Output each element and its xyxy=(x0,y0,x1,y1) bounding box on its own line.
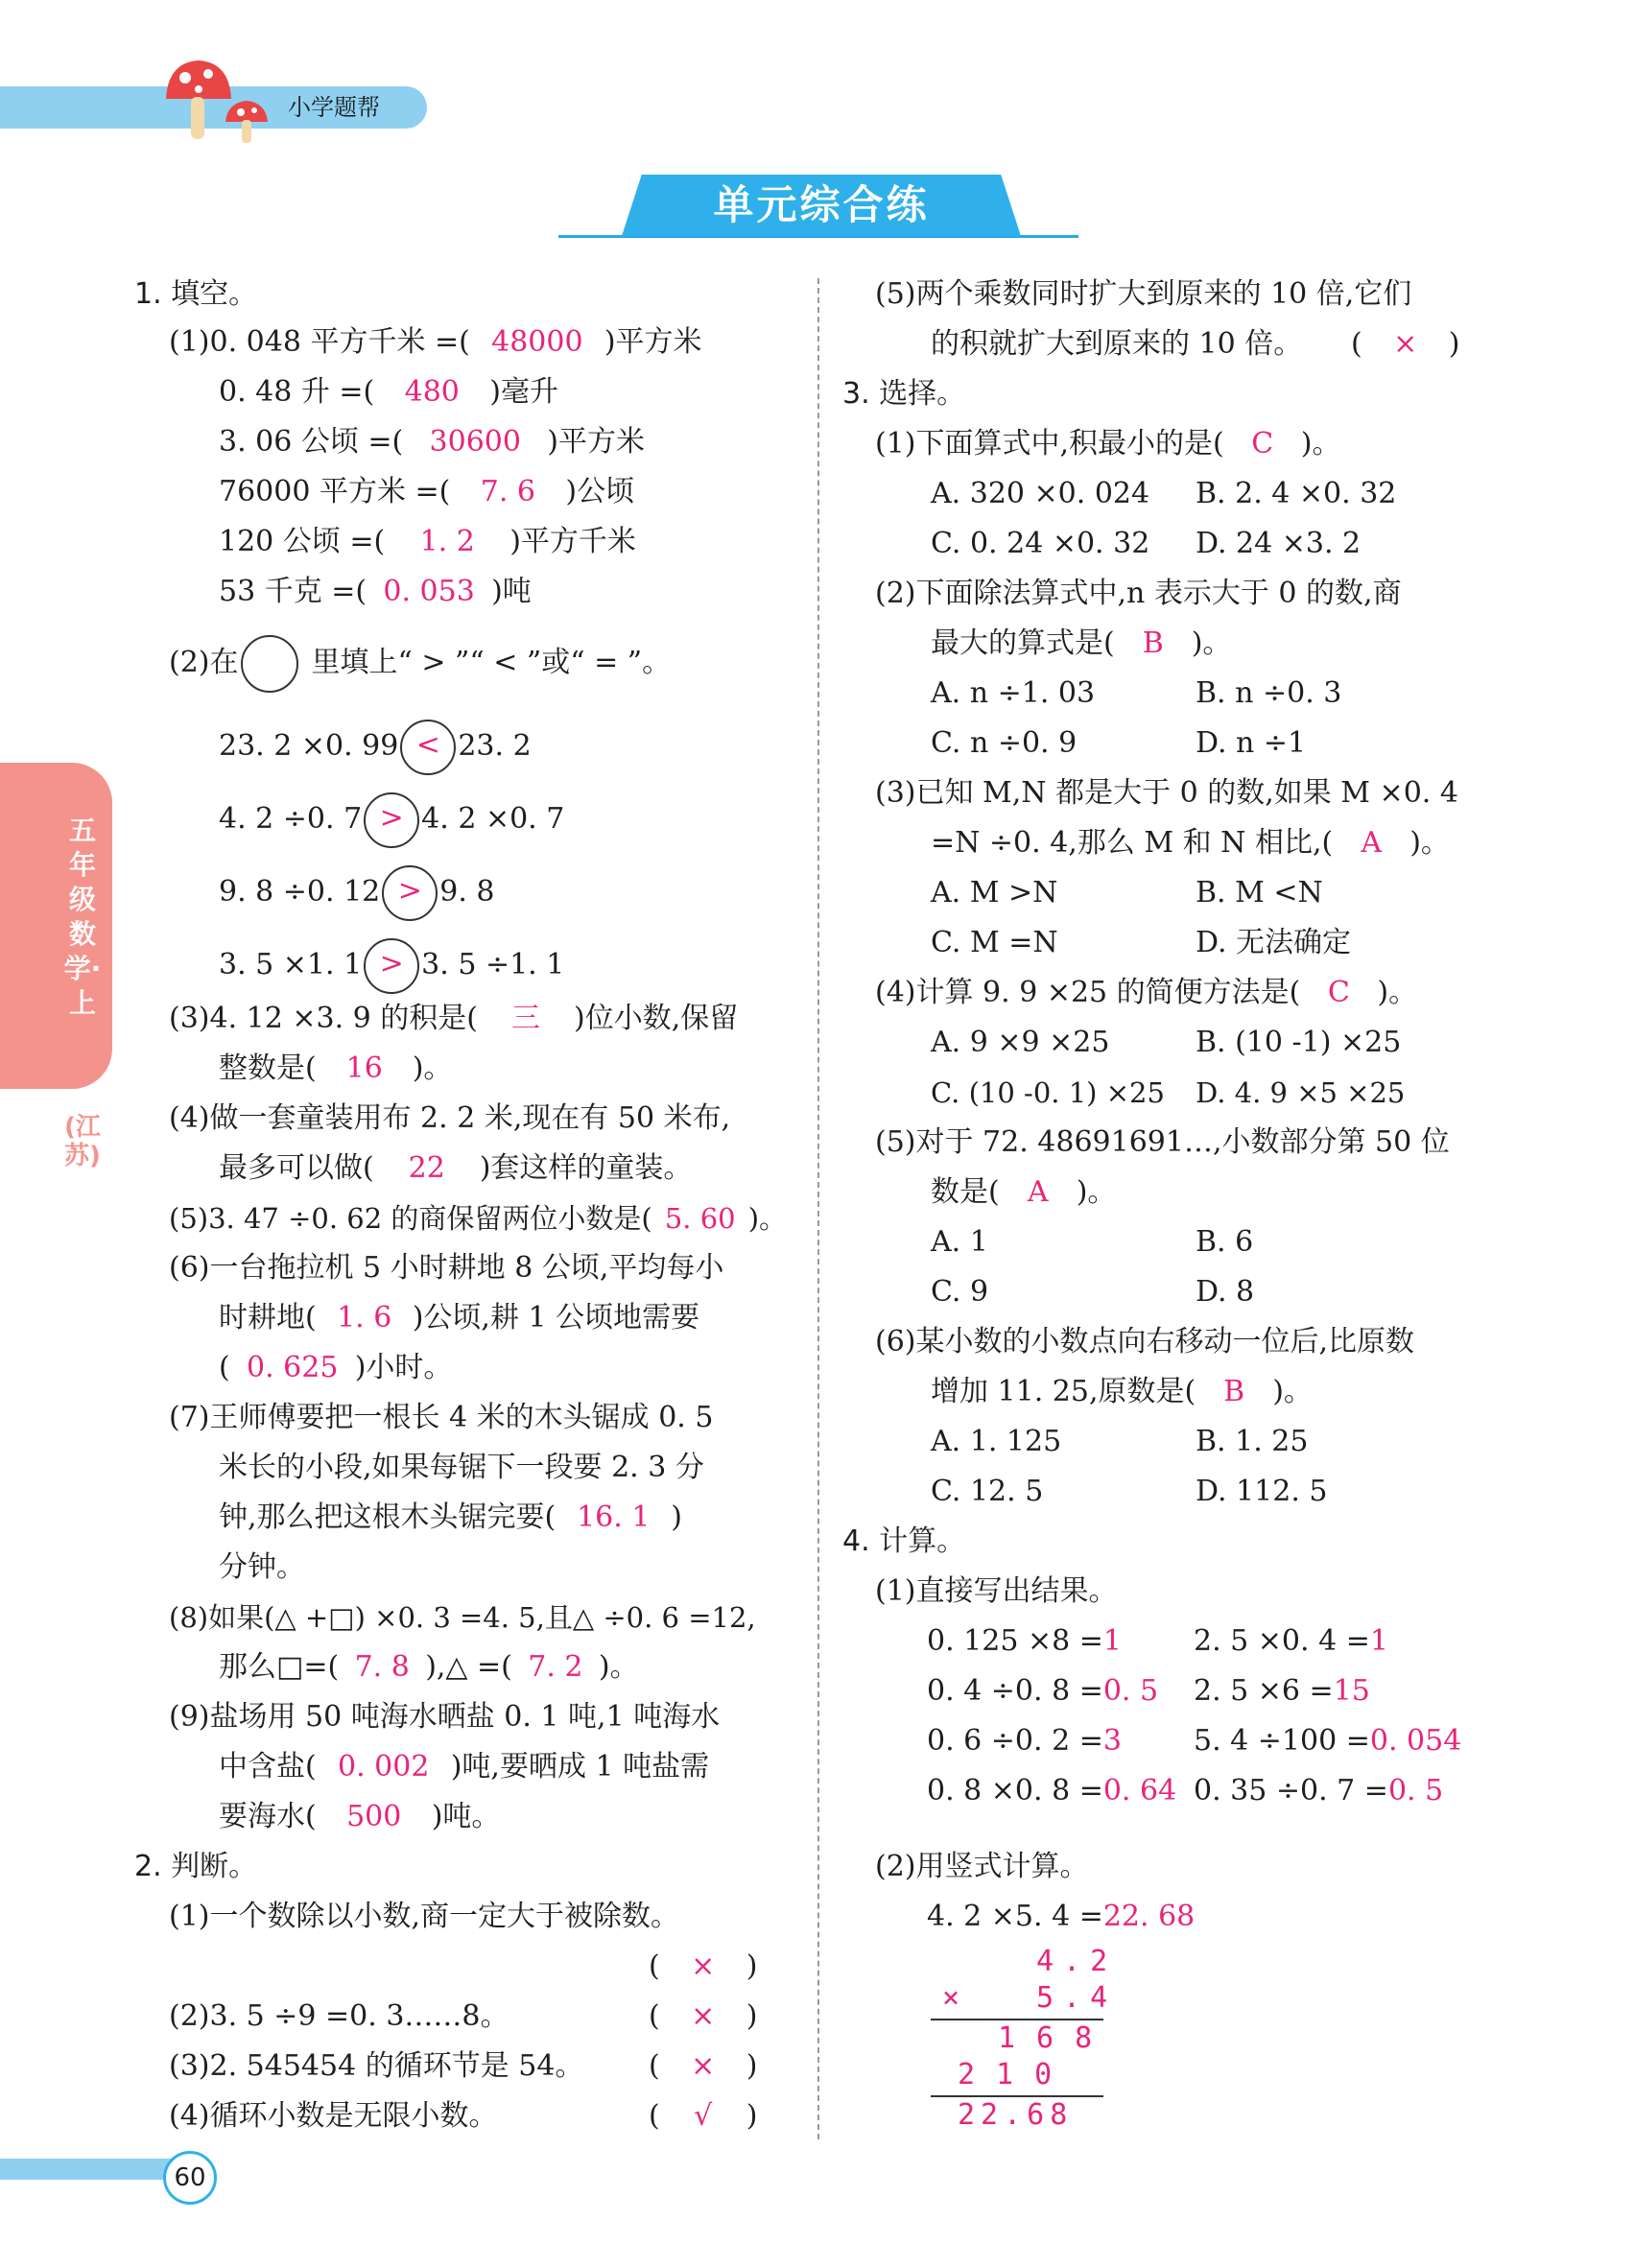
direct-calc xyxy=(1194,1670,1370,1713)
direct-calc xyxy=(1194,1720,1461,1762)
choice-1-option: A. 320 ×0. 024 xyxy=(931,477,1150,510)
text: (4)计算 9. 9 ×25 的简便方法是( xyxy=(875,976,1301,1009)
vertical-row-2: 5.4 xyxy=(1036,1981,1118,2015)
compare-row-1 xyxy=(219,720,532,775)
paren-left: ( xyxy=(649,1999,660,2033)
q1-p1-row-1 xyxy=(169,321,702,364)
q1-p7-line-1: (7)王师傅要把一根长 4 米的木头锯成 0. 5 xyxy=(169,1401,714,1434)
text: 120 公顷 =( xyxy=(219,525,386,558)
q1-p8-line-1: (8)如果(△ +□) ×0. 3 =4. 5,且△ ÷0. 6 =12, xyxy=(169,1601,756,1634)
empty-circle-icon xyxy=(241,635,298,693)
text: 0. 4 ÷0. 8 = xyxy=(927,1674,1103,1708)
choice-6-option: D. 112. 5 xyxy=(1196,1475,1328,1508)
choice-6-line-2 xyxy=(931,1371,1313,1413)
text: 53 千克 =( xyxy=(219,575,367,608)
choice-3-line-2 xyxy=(931,822,1450,864)
choice-3-option: D. 无法确定 xyxy=(1196,926,1352,959)
answer: × xyxy=(691,2049,716,2083)
paren-right: ) xyxy=(746,2099,758,2133)
text: )。 xyxy=(1377,976,1418,1009)
direct-calc xyxy=(927,1670,1158,1713)
choice-2-option: C. n ÷0. 9 xyxy=(931,726,1077,760)
text: 整数是( xyxy=(219,1051,317,1085)
text: (1)下面算式中,积最小的是( xyxy=(875,427,1224,461)
choice-5-line-2 xyxy=(931,1171,1116,1214)
text: 3. 5 ÷1. 1 xyxy=(421,948,565,981)
q1-p1-row-5 xyxy=(219,521,636,563)
text: )小时。 xyxy=(354,1351,453,1384)
answer: 三 xyxy=(511,1002,540,1035)
paren-right: ) xyxy=(746,1999,758,2033)
choice-3-option: A. M >N xyxy=(931,876,1058,910)
answer: B xyxy=(1142,626,1164,660)
choice-5-option: C. 9 xyxy=(931,1275,989,1309)
answer: 15 xyxy=(1333,1674,1370,1708)
choice-5-option: A. 1 xyxy=(931,1225,988,1259)
q1-p8-line-2 xyxy=(219,1646,639,1689)
q1-p1-row-6 xyxy=(219,571,532,613)
direct-calc xyxy=(927,1720,1122,1762)
text: 增加 11. 25,原数是( xyxy=(931,1375,1196,1408)
choice-1-option: D. 24 ×3. 2 xyxy=(1196,527,1362,560)
vertical-row-4: 210 xyxy=(958,2058,1074,2091)
text: )毫升 xyxy=(489,375,558,409)
answer: B xyxy=(1223,1375,1245,1408)
text: 数是( xyxy=(931,1175,1000,1209)
text: ) xyxy=(671,1500,682,1534)
answer: A xyxy=(1361,826,1383,860)
q1-p4-line-2 xyxy=(219,1147,692,1190)
q1-p1-row-4 xyxy=(219,471,634,513)
text: )平方千米 xyxy=(509,525,636,558)
vertical-row-1: 4.2 xyxy=(1036,1945,1118,1978)
q1-p7-line-4: 分钟。 xyxy=(219,1550,305,1584)
answer: 22 xyxy=(408,1151,445,1185)
text: 0. 35 ÷0. 7 = xyxy=(1194,1774,1388,1807)
text: 3. 06 公顷 =( xyxy=(219,425,404,459)
text: 23. 2 xyxy=(458,729,532,763)
answer: 1 xyxy=(1369,1624,1388,1658)
paren-right: ) xyxy=(746,2049,758,2083)
judge-1-text: (1)一个数除以小数,商一定大于被除数。 xyxy=(169,1900,680,1933)
page-title: 单元综合练 xyxy=(713,181,930,228)
q1-p9-line-1: (9)盐场用 50 吨海水晒盐 0. 1 吨,1 吨海水 xyxy=(169,1700,721,1734)
mushroom-logo-icon xyxy=(158,53,283,149)
q1-p1-row-2 xyxy=(219,371,558,413)
choice-2-option: A. n ÷1. 03 xyxy=(931,676,1096,710)
judge-4-mark xyxy=(649,2095,783,2138)
judge-4-text: (4)循环小数是无限小数。 xyxy=(169,2099,498,2133)
q1-p6-line-3 xyxy=(219,1347,452,1389)
text: 0. 6 ÷0. 2 = xyxy=(927,1724,1103,1758)
text: 0. 8 ×0. 8 = xyxy=(927,1774,1103,1807)
text: 中含盐( xyxy=(219,1750,317,1784)
text: )。 xyxy=(598,1650,639,1684)
text: )。 xyxy=(1409,826,1450,860)
text: 4. 2 ÷0. 7 xyxy=(219,802,363,836)
choice-4-option: C. (10 -0. 1) ×25 xyxy=(931,1076,1165,1109)
text: 76000 平方米 =( xyxy=(219,475,451,508)
q1-p3-line-2 xyxy=(219,1048,452,1090)
q4-heading: 4. 计算。 xyxy=(842,1524,966,1558)
text: )套这样的童装。 xyxy=(479,1151,693,1185)
text: 5. 4 ÷100 = xyxy=(1194,1724,1370,1758)
text: 4. 2 ×0. 7 xyxy=(421,802,565,836)
q1-p1-row-3 xyxy=(219,421,645,463)
choice-1-option: C. 0. 24 ×0. 32 xyxy=(931,527,1150,560)
compare-answer: > xyxy=(364,792,419,848)
paren-left: ( xyxy=(649,2049,660,2083)
answer: √ xyxy=(694,2099,713,2133)
text: (1)0. 048 平方千米 =( xyxy=(169,325,470,359)
text: =N ÷0. 4,那么 M 和 N 相比,( xyxy=(931,826,1334,860)
q1-heading: 1. 填空。 xyxy=(134,277,258,311)
text: (5)3. 47 ÷0. 62 的商保留两位小数是( xyxy=(169,1202,652,1235)
answer: 1. 2 xyxy=(419,525,475,558)
vertical-heading: (2)用竖式计算。 xyxy=(875,1850,1089,1883)
text: )吨,要晒成 1 吨盐需 xyxy=(450,1750,710,1784)
q1-p6-line-2 xyxy=(219,1297,699,1339)
text: 0. 48 升 =( xyxy=(219,375,375,409)
q1-p2-instruction xyxy=(169,635,671,693)
vertical-operator: × xyxy=(942,1981,970,2015)
compare-answer: > xyxy=(364,938,419,994)
choice-6-option: C. 12. 5 xyxy=(931,1475,1044,1508)
side-tab-region: (江苏) xyxy=(64,1113,101,1170)
page-number: 60 xyxy=(163,2151,217,2205)
q1-p5 xyxy=(169,1197,787,1240)
text: )平方米 xyxy=(547,425,645,459)
text: 2. 5 ×0. 4 = xyxy=(1194,1624,1370,1658)
paren-right: ) xyxy=(1448,327,1460,361)
text: 最多可以做( xyxy=(219,1151,374,1185)
text: 钟,那么把这根木头锯完要( xyxy=(219,1500,557,1534)
answer: 480 xyxy=(404,375,460,409)
answer: × xyxy=(691,1949,716,1983)
judge-5-line-1: (5)两个乘数同时扩大到原来的 10 倍,它们 xyxy=(875,277,1412,311)
choice-4-option: A. 9 ×9 ×25 xyxy=(931,1026,1110,1059)
choice-4-option: B. (10 -1) ×25 xyxy=(1196,1026,1402,1059)
text: )。 xyxy=(1076,1175,1117,1209)
compare-row-4 xyxy=(219,938,564,994)
choice-4-question xyxy=(875,972,1417,1014)
text: 要海水( xyxy=(219,1800,317,1833)
text: )。 xyxy=(1272,1375,1313,1408)
compare-row-2 xyxy=(219,792,564,848)
choice-3-option: C. M =N xyxy=(931,926,1058,959)
text: )。 xyxy=(1191,626,1232,660)
judge-5-mark xyxy=(1351,323,1485,366)
answer: 48000 xyxy=(491,325,583,359)
answer: A xyxy=(1027,1175,1049,1209)
direct-calc xyxy=(927,1770,1176,1812)
brand-label: 小学题帮 xyxy=(288,94,380,121)
answer: 0. 5 xyxy=(1387,1774,1444,1807)
answer: × xyxy=(691,1999,716,2033)
answer: 0. 5 xyxy=(1102,1674,1159,1708)
answer: 0. 054 xyxy=(1369,1724,1462,1758)
answer: C xyxy=(1327,976,1350,1009)
answer: 3 xyxy=(1102,1724,1122,1758)
q3-heading: 3. 选择。 xyxy=(842,377,966,411)
choice-2-option: D. n ÷1 xyxy=(1196,726,1307,760)
direct-heading: (1)直接写出结果。 xyxy=(875,1574,1118,1608)
judge-1-mark xyxy=(649,1946,783,1988)
text: )。 xyxy=(1300,427,1341,461)
choice-4-option: D. 4. 9 ×5 ×25 xyxy=(1196,1076,1406,1109)
choice-2-line-2 xyxy=(931,623,1231,665)
choice-5-option: B. 6 xyxy=(1196,1225,1254,1259)
vertical-row-3: 168 xyxy=(998,2021,1114,2055)
choice-1-option: B. 2. 4 ×0. 32 xyxy=(1196,477,1397,510)
direct-calc xyxy=(1194,1620,1388,1663)
paren-left: ( xyxy=(1351,327,1362,361)
answer: 1. 6 xyxy=(337,1301,392,1335)
compare-answer: > xyxy=(382,865,438,921)
column-divider xyxy=(817,278,819,2139)
q2-heading: 2. 判断。 xyxy=(134,1850,258,1883)
text: 2. 5 ×6 = xyxy=(1194,1674,1334,1708)
choice-1-question xyxy=(875,423,1340,465)
direct-calc xyxy=(927,1620,1122,1663)
q1-p6-line-1: (6)一台拖拉机 5 小时耕地 8 公顷,平均每小 xyxy=(169,1251,724,1285)
text: 时耕地( xyxy=(219,1301,317,1335)
text: (2)在 xyxy=(169,646,239,679)
answer: 0. 64 xyxy=(1102,1774,1177,1807)
text: 9. 8 ÷0. 12 xyxy=(219,875,381,909)
text: )平方米 xyxy=(604,325,702,359)
side-tab-grade: 五年级数学·上 xyxy=(63,815,102,1019)
text: 0. 125 ×8 = xyxy=(927,1624,1103,1658)
text: 9. 8 xyxy=(439,875,495,909)
direct-calc xyxy=(1194,1770,1443,1812)
choice-3-option: B. M <N xyxy=(1196,876,1323,910)
choice-2-line-1: (2)下面除法算式中,n 表示大于 0 的数,商 xyxy=(875,577,1402,610)
q1-p4-line-1: (4)做一套童装用布 2. 2 米,现在有 50 米布, xyxy=(169,1101,731,1135)
answer: 5. 60 xyxy=(664,1202,736,1235)
choice-6-option: A. 1. 125 xyxy=(931,1425,1062,1458)
text: 23. 2 ×0. 99 xyxy=(219,729,399,763)
text: 最大的算式是( xyxy=(931,626,1115,660)
text: ( xyxy=(219,1351,230,1384)
q1-p9-line-2 xyxy=(219,1746,709,1788)
answer: 7. 2 xyxy=(528,1650,583,1684)
text: 4. 2 ×5. 4 = xyxy=(927,1900,1103,1933)
text: )。 xyxy=(412,1051,453,1085)
answer: 16 xyxy=(345,1051,383,1085)
text: )。 xyxy=(747,1202,788,1235)
paren-left: ( xyxy=(649,1949,660,1983)
answer: 0. 002 xyxy=(338,1750,430,1784)
answer: 0. 053 xyxy=(383,575,475,608)
text: ),△ =( xyxy=(425,1650,512,1684)
text: (3)4. 12 ×3. 9 的积是( xyxy=(169,1002,478,1035)
paren-left: ( xyxy=(649,2099,660,2133)
compare-row-3 xyxy=(219,865,495,921)
text: )公顷,耕 1 公顷地需要 xyxy=(412,1301,700,1335)
q1-p9-line-3 xyxy=(219,1796,500,1838)
answer: 1 xyxy=(1102,1624,1122,1658)
text: )公顷 xyxy=(565,475,635,508)
answer: 22. 68 xyxy=(1102,1900,1196,1933)
vertical-result: 22.68 xyxy=(958,2098,1074,2132)
q1-p7-line-3 xyxy=(219,1497,682,1539)
vertical-equation xyxy=(927,1896,1195,1938)
choice-6-line-1: (6)某小数的小数点向右移动一位后,比原数 xyxy=(875,1325,1415,1358)
answer: 16. 1 xyxy=(577,1500,651,1534)
answer: × xyxy=(1393,327,1418,361)
choice-6-option: B. 1. 25 xyxy=(1196,1425,1309,1458)
choice-2-option: B. n ÷0. 3 xyxy=(1196,676,1342,710)
text: 那么□=( xyxy=(219,1650,340,1684)
paren-right: ) xyxy=(746,1949,758,1983)
compare-answer: < xyxy=(400,720,456,775)
answer: 7. 8 xyxy=(354,1650,410,1684)
choice-5-option: D. 8 xyxy=(1196,1275,1255,1309)
judge-2-text: (2)3. 5 ÷9 =0. 3……8。 xyxy=(169,1999,509,2033)
answer: 500 xyxy=(346,1800,402,1833)
q1-p7-line-2: 米长的小段,如果每锯下一段要 2. 3 分 xyxy=(219,1451,704,1484)
text: )吨 xyxy=(491,575,532,608)
answer: 30600 xyxy=(429,425,521,459)
judge-3-mark xyxy=(649,2045,783,2088)
choice-3-line-1: (3)已知 M,N 都是大于 0 的数,如果 M ×0. 4 xyxy=(875,776,1458,810)
judge-5-line-2: 的积就扩大到原来的 10 倍。 xyxy=(931,327,1303,361)
text: )吨。 xyxy=(431,1800,501,1833)
judge-2-mark xyxy=(649,1996,783,2038)
text: )位小数,保留 xyxy=(574,1002,739,1035)
judge-3-text: (3)2. 545454 的循环节是 54。 xyxy=(169,2049,584,2083)
choice-5-line-1: (5)对于 72. 48691691…,小数部分第 50 位 xyxy=(875,1125,1450,1159)
answer: 7. 6 xyxy=(480,475,535,508)
q1-p3-line-1 xyxy=(169,998,738,1040)
text: 3. 5 ×1. 1 xyxy=(219,948,363,981)
text: 里填上“ > ”“ < ”或“ = ”。 xyxy=(311,646,672,679)
answer: 0. 625 xyxy=(247,1351,339,1384)
answer: C xyxy=(1251,427,1274,461)
